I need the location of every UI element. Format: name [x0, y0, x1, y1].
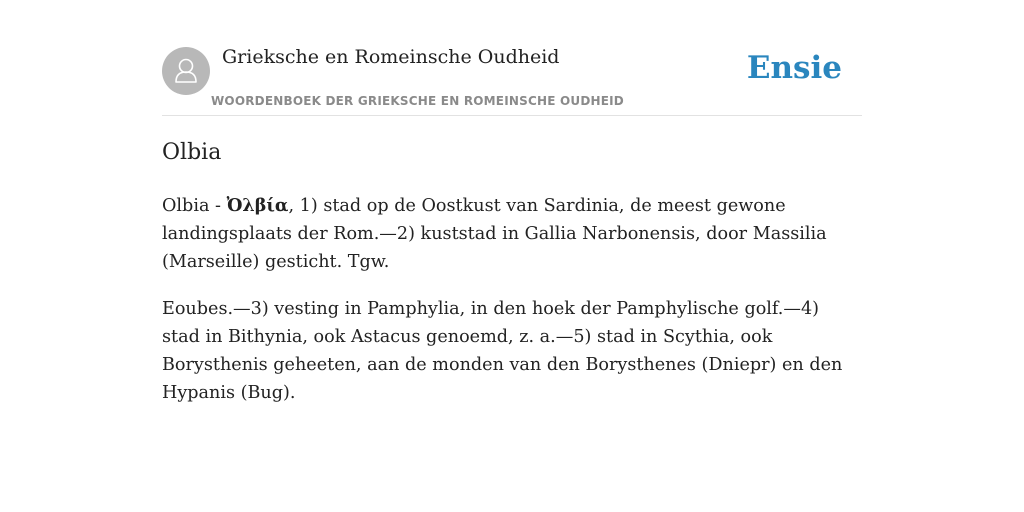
dictionary-title[interactable]: Grieksche en Romeinsche Oudheid	[222, 46, 560, 68]
entry-body	[162, 192, 862, 426]
entry-lead: Olbia -	[162, 196, 227, 216]
dictionary-subtitle: WOORDENBOEK DER GRIEKSCHE EN ROMEINSCHE OUDHEID	[211, 94, 624, 108]
user-avatar-icon[interactable]	[162, 47, 210, 95]
header	[162, 40, 862, 116]
ensie-logo[interactable]: Ensie	[746, 50, 842, 86]
entry-paragraph	[162, 192, 862, 276]
greek-term: Ὀλβία	[226, 195, 289, 216]
entry-title: Olbia	[162, 140, 222, 165]
entry-text: , 1) stad op de Oostkust van Sardinia, de meest gewone landingsplaats der Rom.—2) kuststad in Gallia Narbonensis, door Massilia (Marseille) gesticht. Tgw.	[162, 196, 827, 272]
entry-paragraph: Eoubes.—3) vesting in Pamphylia, in den hoek der Pamphylische golf.—4) stad in Bithynia, ook Astacus genoemd, z. a.—5) stad in Scythia, ook Borysthenis geheeten, aan de monden van den Borysthenes (Dniepr) en den Hypanis (Bug).	[162, 299, 843, 403]
